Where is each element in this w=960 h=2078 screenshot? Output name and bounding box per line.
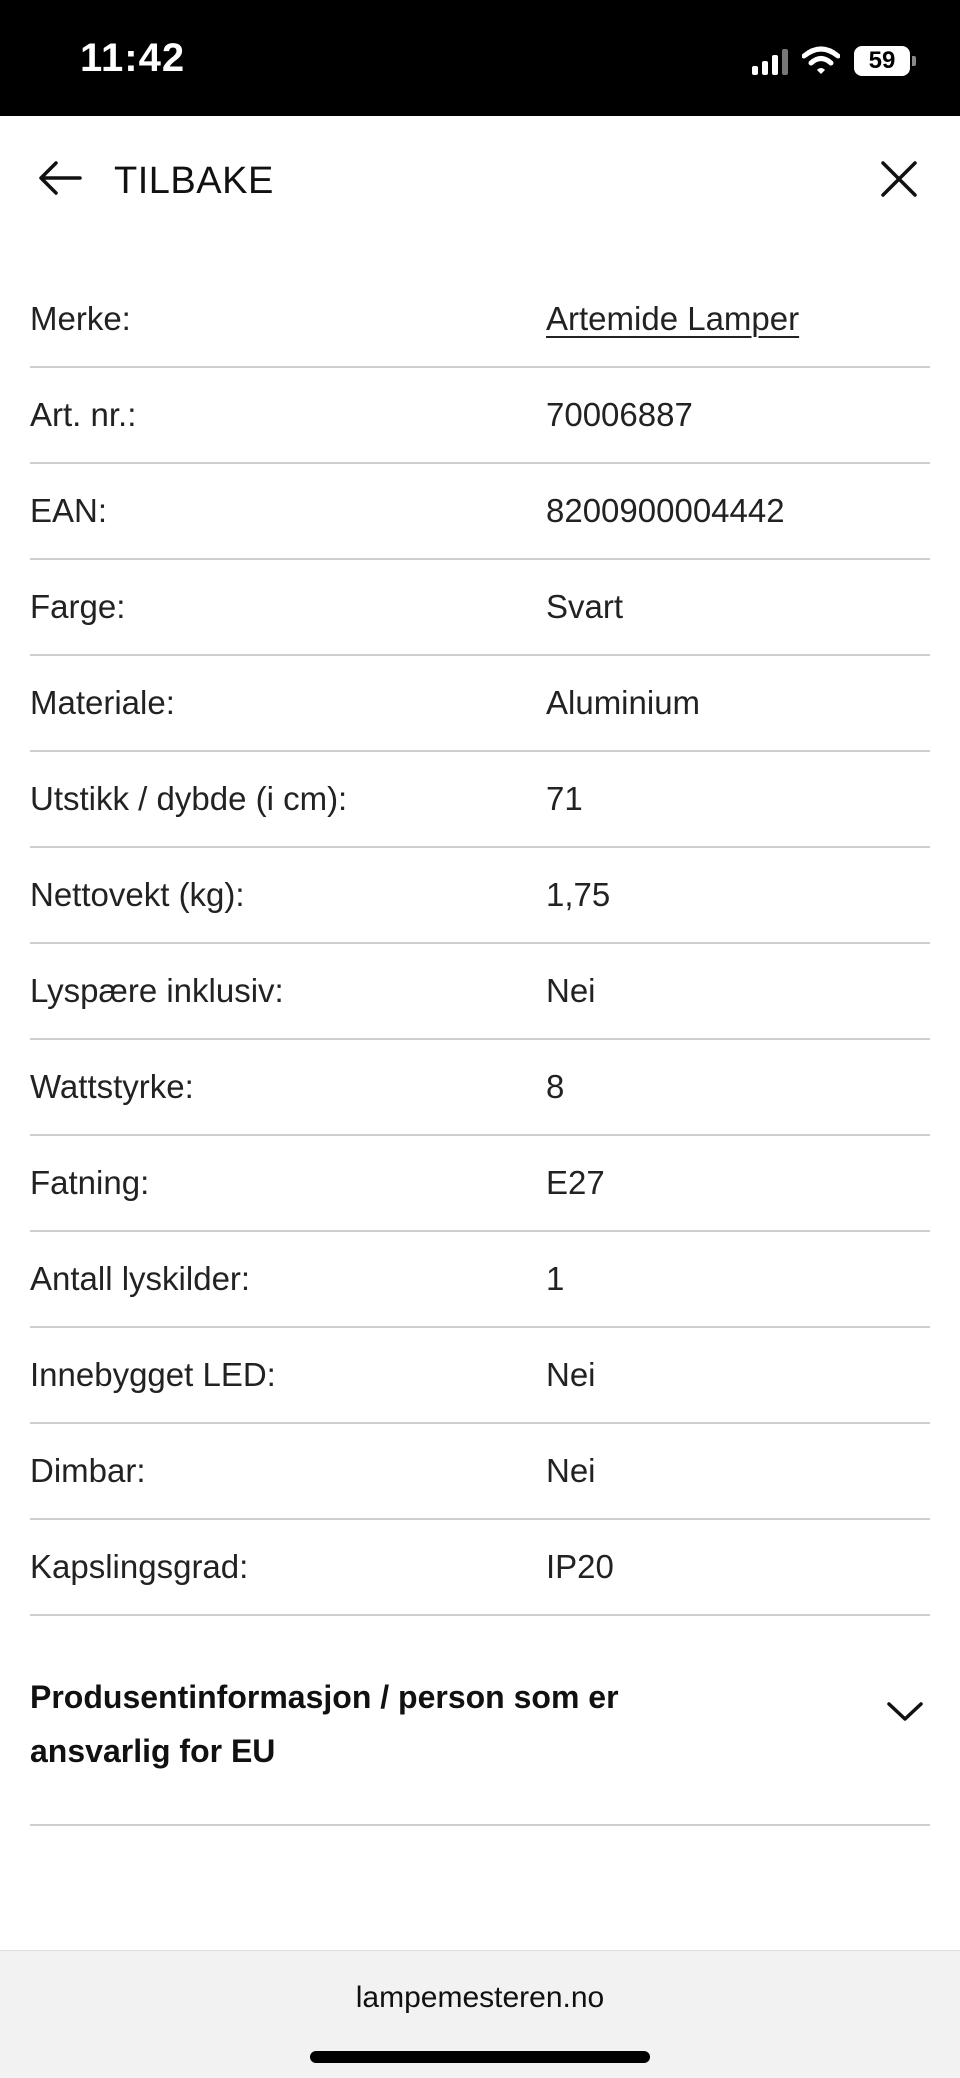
spec-value: Nei: [546, 1356, 596, 1393]
spec-value: 8: [546, 1068, 565, 1105]
status-time: 11:42: [80, 36, 186, 80]
spec-row: [30, 1040, 930, 1136]
spec-label: Antall lyskilder:: [30, 1260, 251, 1297]
spec-value: 70006887: [546, 396, 693, 433]
spec-row: [30, 1136, 930, 1232]
home-indicator[interactable]: [310, 2051, 650, 2063]
spec-row: [30, 944, 930, 1040]
spec-row: [30, 752, 930, 848]
spec-label: Merke:: [30, 300, 131, 337]
browser-bar: [0, 1950, 960, 2078]
spec-row: [30, 1424, 930, 1520]
status-icons: [752, 44, 910, 78]
spec-label: Art. nr.:: [30, 396, 137, 433]
close-icon[interactable]: [878, 158, 920, 200]
back-arrow-icon[interactable]: [36, 158, 84, 198]
spec-label: Lyspære inklusiv:: [30, 972, 284, 1009]
spec-value: 71: [546, 780, 583, 817]
spec-row: [30, 272, 930, 368]
spec-value: Nei: [546, 972, 596, 1009]
battery-icon: 59: [854, 46, 910, 76]
spec-value: 8200900004442: [546, 492, 785, 529]
url-label[interactable]: lampemesteren.no: [355, 1981, 605, 2014]
spec-label: EAN:: [30, 492, 108, 529]
spec-label: Dimbar:: [30, 1452, 146, 1489]
spec-label: Utstikk / dybde (i cm):: [30, 780, 348, 817]
spec-row: [30, 464, 930, 560]
accordion-title[interactable]: Produsentinformasjon / person som er ansvarlig for EU: [30, 1679, 619, 1769]
spec-label: Innebygget LED:: [30, 1356, 276, 1393]
spec-label: Wattstyrke:: [30, 1068, 194, 1105]
spec-row: [30, 1328, 930, 1424]
spec-value: Svart: [546, 588, 624, 625]
header: [0, 116, 960, 246]
spec-value: 1: [546, 1260, 565, 1297]
spec-value: 1,75: [546, 876, 611, 913]
chevron-down-icon[interactable]: [886, 1700, 924, 1724]
manufacturer-info-accordion[interactable]: [30, 1618, 930, 1826]
spec-value: IP20: [546, 1548, 614, 1585]
signal-icon: [752, 47, 788, 75]
spec-row: [30, 848, 930, 944]
spec-label: Farge:: [30, 588, 126, 625]
spec-row: [30, 368, 930, 464]
spec-label: Nettovekt (kg):: [30, 876, 245, 913]
back-button[interactable]: TILBAKE: [114, 160, 274, 202]
spec-row: [30, 560, 930, 656]
spec-label: Fatning:: [30, 1164, 150, 1201]
spec-value: Aluminium: [546, 684, 701, 721]
spec-table: [30, 272, 930, 1616]
brand-link[interactable]: Artemide Lamper: [546, 300, 800, 337]
spec-label: Kapslingsgrad:: [30, 1548, 249, 1585]
spec-row: [30, 1232, 930, 1328]
spec-row: [30, 656, 930, 752]
wifi-icon: [802, 46, 840, 76]
status-bar: [0, 0, 960, 116]
spec-value: Nei: [546, 1452, 596, 1489]
spec-label: Materiale:: [30, 684, 175, 721]
spec-row: [30, 1520, 930, 1616]
spec-value: E27: [546, 1164, 605, 1201]
